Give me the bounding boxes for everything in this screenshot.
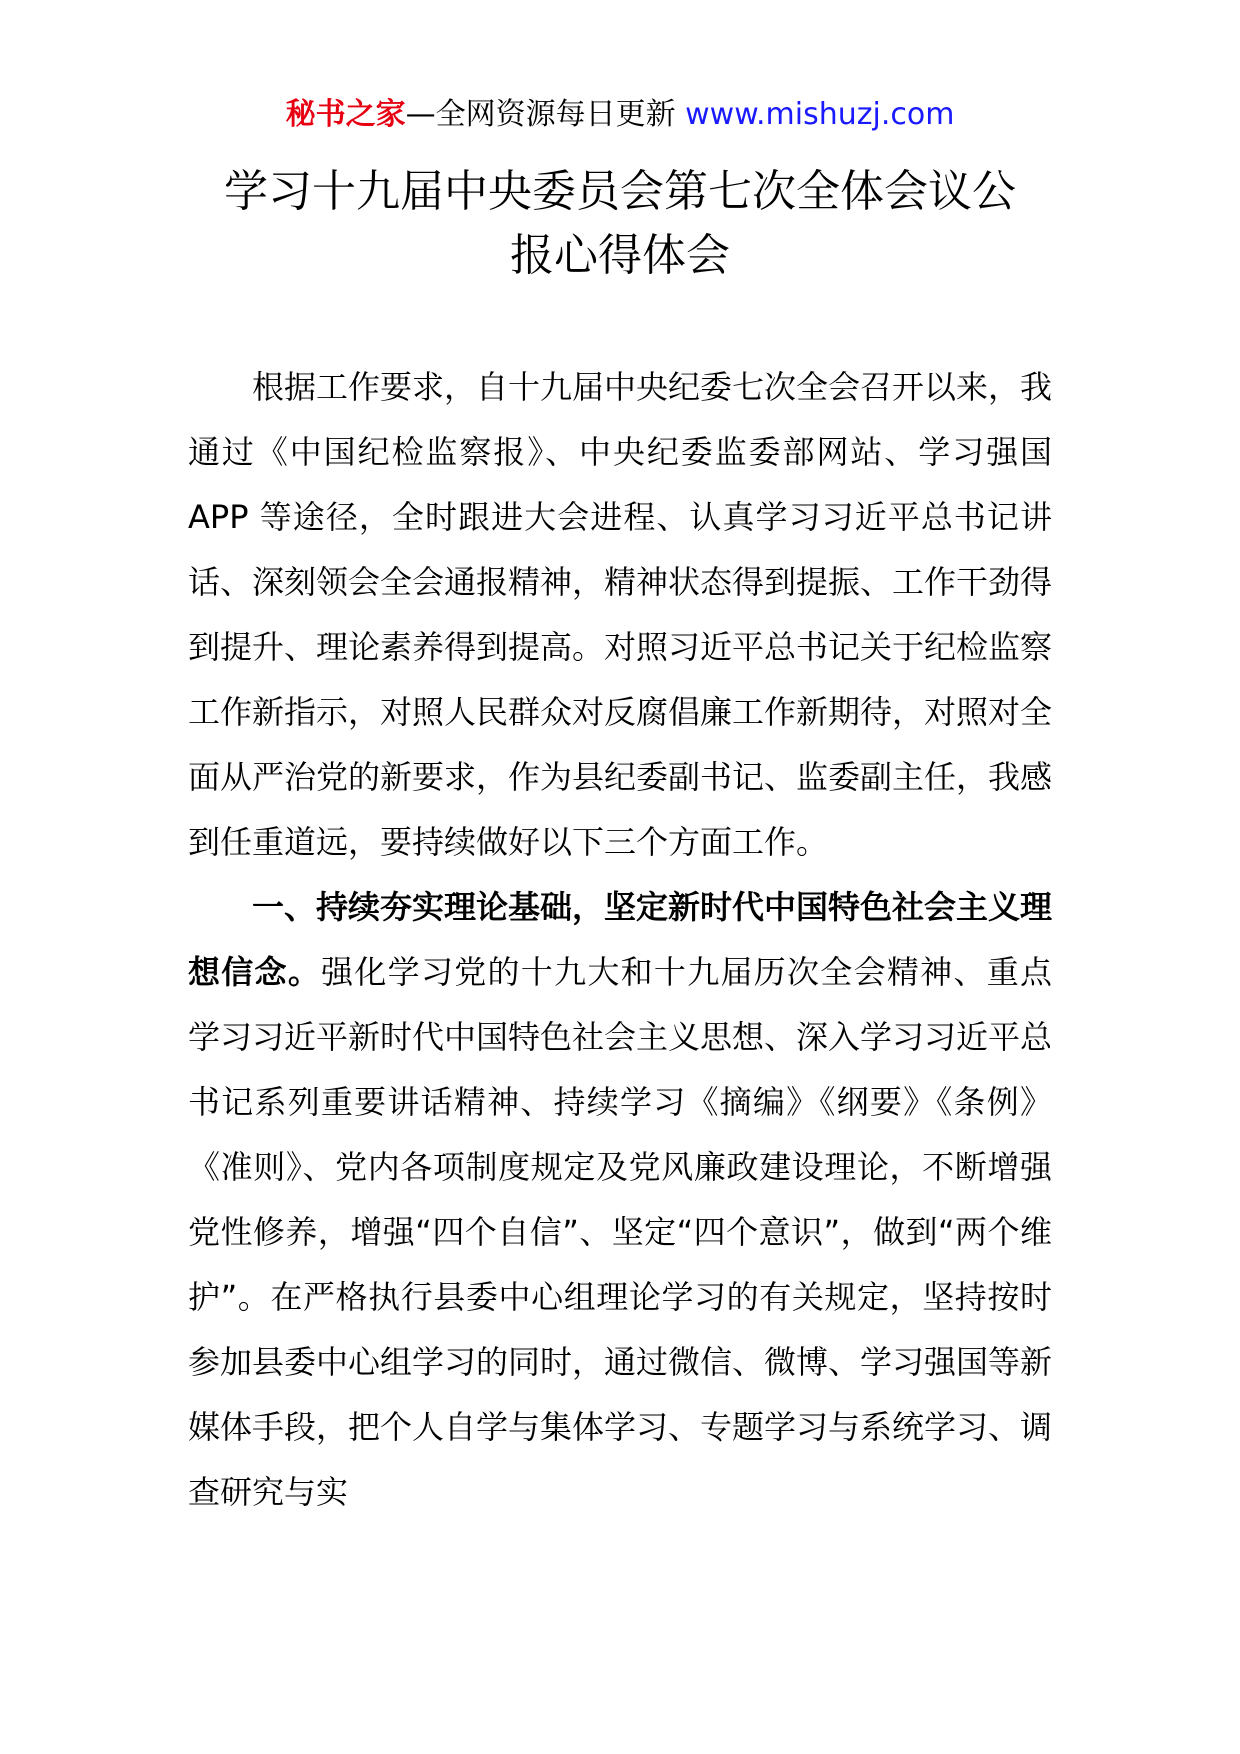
site-url-link[interactable]: www.mishuzj.com (685, 97, 955, 132)
paragraph-intro: 根据工作要求，自十九届中央纪委七次全会召开以来，我通过《中国纪检监察报》、中央纪委监委部网站、学习强国 APP 等途径，全时跟进大会进程、认真学习习近平总书记讲话、深刻领会全会通报精神，精神状态得到提振、工作干劲得到提升、理论素养得到提高。对照习近平总书记关于纪检监察工作新指示，对照人民群众对反腐倡廉工作新期待，对照对全面从严治党的新要求，作为县纪委副书记、监委副主任，我感到任重道远，要持续做好以下三个方面工作。 (188, 368, 1053, 861)
title-line-2: 报心得体会 (510, 230, 730, 281)
site-brand: 秘书之家 (285, 97, 406, 132)
title-line-1: 学习十九届中央委员会第七次全体会议公 (224, 166, 1016, 217)
section-one-heading: 一、持续夯实理论基础，坚定新时代中国特色社会主义理想信念。 (188, 888, 1053, 991)
document-body (188, 355, 1052, 1525)
section-one-text: 强化学习党的十九大和十九届历次全会精神、重点学习习近平新时代中国特色社会主义思想、深入学习习近平总书记系列重要讲话精神、持续学习《摘编》《纲要》《条例》《准则》、党内各项制度规定及党风廉政建设理论，不断增强党性修养，增强“四个自信”、坚定“四个意识”，做到“两个维护”。在严格执行县委中心组理论学习的有关规定，坚持按时参加县委中心组学习的同时，通过微信、微博、学习强国等新媒体手段，把个人自学与集体学习、专题学习与系统学习、调查研究与实 (188, 953, 1053, 1511)
paragraph-section-one (188, 875, 1052, 1525)
site-tagline: —全网资源每日更新 (405, 97, 686, 132)
site-header (0, 95, 1240, 135)
document-title (120, 160, 1120, 288)
